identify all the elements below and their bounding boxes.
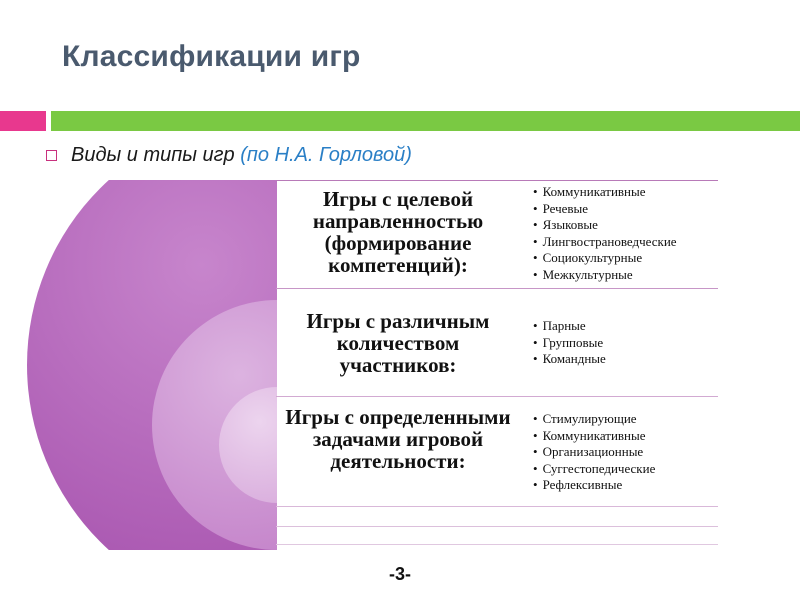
list-item: • Языковые bbox=[533, 217, 677, 234]
list-item: • Коммуникативные bbox=[533, 428, 655, 445]
subtitle-text: Виды и типы игр bbox=[71, 143, 235, 166]
row-items-game-tasks bbox=[533, 411, 655, 494]
row-divider bbox=[276, 506, 718, 507]
slide-title: Классификации игр bbox=[62, 40, 361, 73]
row-divider bbox=[276, 180, 718, 181]
row-items-participants bbox=[533, 318, 606, 368]
square-bullet-icon bbox=[46, 150, 57, 161]
classification-diagram bbox=[0, 180, 800, 550]
page-number: -3- bbox=[389, 564, 411, 584]
subtitle bbox=[71, 144, 412, 167]
list-item: • Парные bbox=[533, 318, 606, 335]
list-item: • Межкультурные bbox=[533, 267, 677, 284]
list-item: • Командные bbox=[533, 351, 606, 368]
row-items-target-oriented bbox=[533, 184, 677, 283]
accent-bar-green bbox=[51, 111, 800, 131]
list-item: • Групповые bbox=[533, 335, 606, 352]
list-item: • Лингвострановедческие bbox=[533, 234, 677, 251]
list-item: • Рефлексивные bbox=[533, 477, 655, 494]
row-divider bbox=[276, 396, 718, 397]
list-item: • Организационные bbox=[533, 444, 655, 461]
row-heading-target-oriented: Игры с целевой направленностью (формирование компетенций): bbox=[312, 187, 484, 277]
list-item: • Стимулирующие bbox=[533, 411, 655, 428]
subtitle-line bbox=[46, 141, 412, 169]
row-heading-participants: Игры с различным количеством участников: bbox=[306, 309, 490, 377]
row-divider bbox=[276, 288, 718, 289]
list-item: • Речевые bbox=[533, 201, 677, 218]
list-item: • Коммуникативные bbox=[533, 184, 677, 201]
row-divider bbox=[276, 544, 718, 545]
list-item: • Суггестопедические bbox=[533, 461, 655, 478]
accent-bar-pink bbox=[0, 111, 46, 131]
row-divider bbox=[276, 526, 718, 527]
subtitle-reference: (по Н.А. Горловой) bbox=[240, 143, 412, 166]
row-heading-game-tasks: Игры с определенными задачами игровой деятельности: bbox=[285, 405, 511, 473]
list-item: • Социокультурные bbox=[533, 250, 677, 267]
